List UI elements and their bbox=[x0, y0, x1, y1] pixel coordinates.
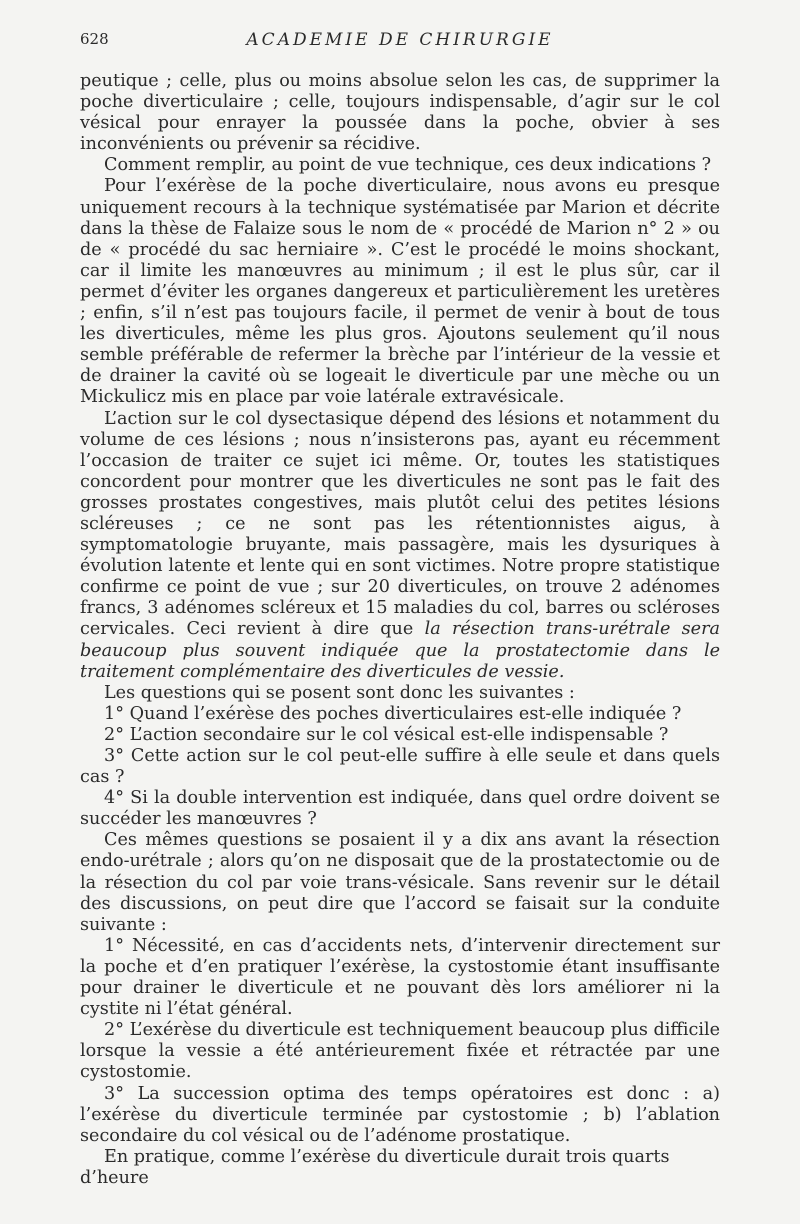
paragraph: peutique ; celle, plus ou moins absolue selon les cas, de supprimer la poche diverticulaire ; celle, toujours indispensable, d’agir sur le col vésical pour enrayer la poussée dans la poche, obvier à ses inconvénients ou prévenir sa récidive. bbox=[80, 71, 720, 155]
paragraph-text: L’action sur le col dysectasique dépend des lésions et notamment du volume de ces lésions ; nous n’insisterons pas, ayant eu récemment l’occasion de traiter ce sujet ici même. Or, toutes les statistiques concordent pour montrer que les diverticules ne sont pas le fait des grosses prostates congestives, mais plutôt celui des petites lésions scléreuses ; ce ne sont pas les rétentionnistes aigus, à symptomatologie bruyante, mais passagère, mais les dysuriques à évolution latente et lente qui en sont victimes. Notre propre statistique confirme ce point de vue ; sur 20 diverticules, on trouve 2 adénomes francs, 3 adénomes scléreux et 15 maladies du col, barres ou scléroses cervicales. Ceci revient à dire que bbox=[80, 408, 720, 640]
page-header bbox=[80, 30, 720, 56]
paragraph: Les questions qui se posent sont donc les suivantes : bbox=[104, 682, 575, 703]
italic-conclusion: la résection trans-urétrale sera beaucoup plus souvent indiquée que la prostatectomie dans le traitement complémentaire des diverticules de vessie. bbox=[80, 619, 720, 682]
running-title: ACADEMIE DE CHIRURGIE bbox=[246, 30, 554, 50]
list-item: 1° Nécessité, en cas d’accidents nets, d’intervenir directement sur la poche et d’en pratiquer l’exérèse, la cystostomie étant insuffisante pour drainer le diverticule et ne pouvant dès lors améliorer ni la cystite ni l’état général. bbox=[80, 935, 720, 1020]
paragraph: Comment remplir, au point de vue technique, ces deux indications ? bbox=[104, 155, 712, 176]
list-item: 2° L’exérèse du diverticule est techniquement beaucoup plus difficile lorsque la vessie a été antérieurement fixée et rétractée par une cystostomie. bbox=[80, 1020, 720, 1083]
list-item: 1° Quand l’exérèse des poches diverticulaires est-elle indiquée ? bbox=[104, 703, 682, 724]
paragraph bbox=[80, 409, 720, 683]
list-item: 3° La succession optima des temps opératoires est donc : a) l’exérèse du diverticule terminée par cystostomie ; b) l’ablation secondaire du col vésical ou de l’adénome prostatique. bbox=[80, 1083, 720, 1146]
article-body bbox=[80, 71, 720, 1189]
paragraph: Pour l’exérèse de la poche diverticulaire, nous avons eu presque uniquement recours à la technique systématisée par Marion et décrite dans la thèse de Falaize sous le nom de « procédé de Marion n° 2 » ou de « procédé du sac herniaire ». C’est le procédé le moins shockant, car il limite les manœuvres au minimum ; il est le plus sûr, car il permet d’éviter les organes dangereux et particulièrement les uretères ; enfin, s’il n’est pas toujours facile, il permet de venir à bout de tous les diverticules, même les plus gros. Ajoutons seulement qu’il nous semble préférable de refermer la brèche par l’intérieur de la vessie et de drainer la cavité où se logeait le diverticule par une mèche ou un Mickulicz mis en place par voie latérale extravésicale. bbox=[80, 176, 720, 408]
paragraph: Ces mêmes questions se posaient il y a dix ans avant la résection endo-urétrale ; alors qu’on ne disposait que de la prostatectomie ou de la résection du col par voie trans-vésicale. Sans revenir sur le détail des discussions, on peut dire que l’accord se faisait sur la conduite suivante : bbox=[80, 830, 720, 935]
page-number: 628 bbox=[80, 30, 109, 48]
list-item: 2° L’action secondaire sur le col vésical est-elle indispensable ? bbox=[104, 724, 669, 745]
list-item: 4° Si la double intervention est indiquée, dans quel ordre doivent se succéder les manœuvres ? bbox=[80, 788, 720, 830]
list-item: 3° Cette action sur le col peut-elle suffire à elle seule et dans quels cas ? bbox=[80, 746, 720, 788]
paragraph: En pratique, comme l’exérèse du diverticule durait trois quarts d’heure bbox=[80, 1146, 670, 1188]
